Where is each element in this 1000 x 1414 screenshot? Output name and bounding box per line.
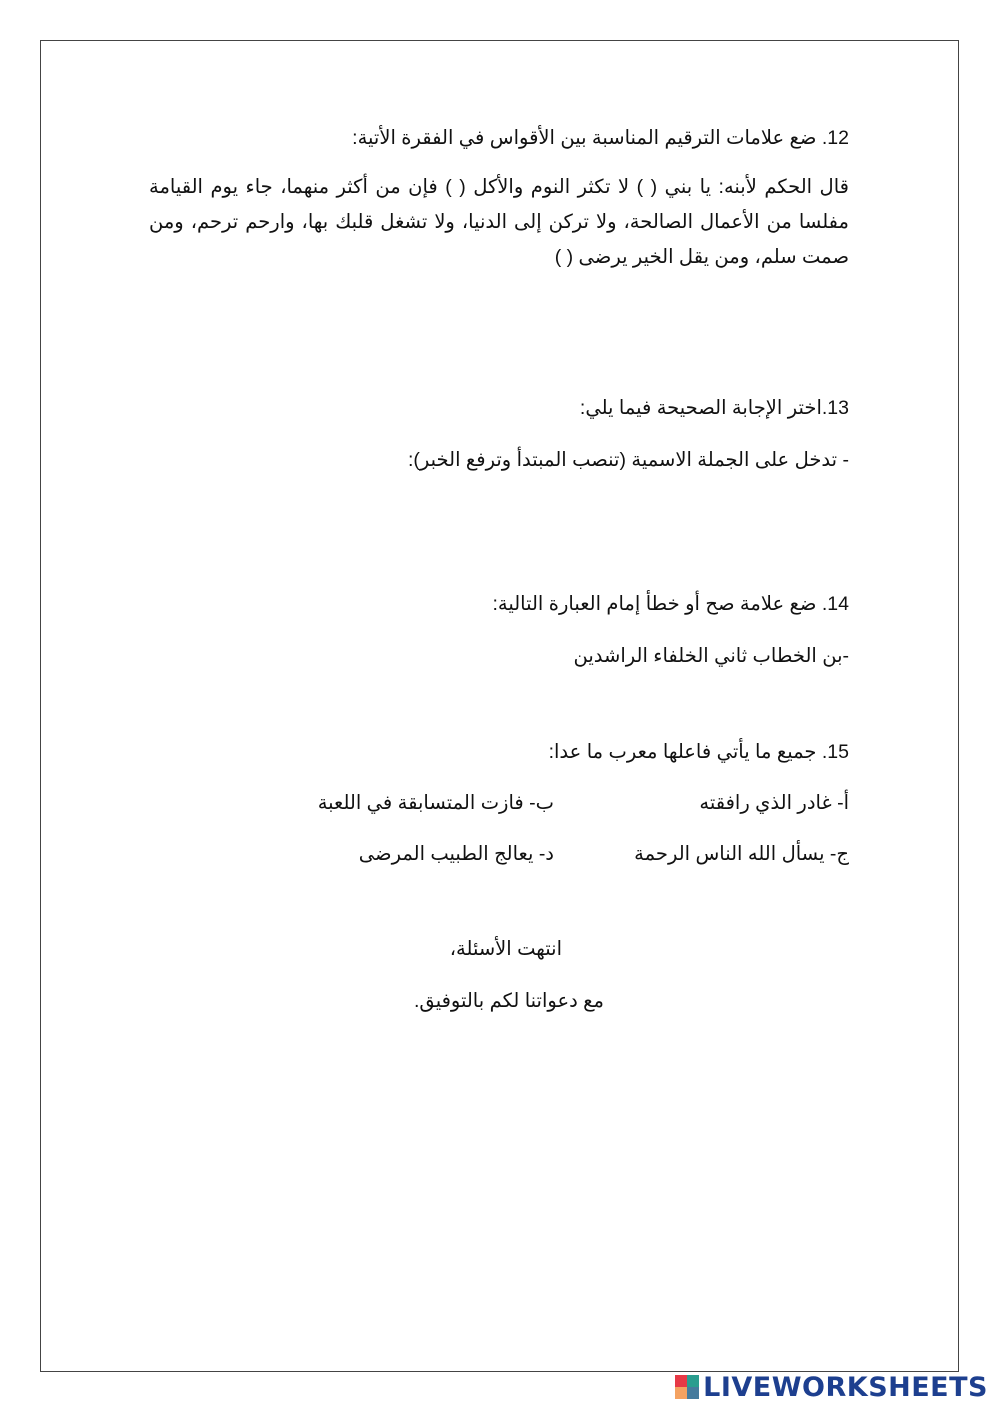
question-12-title: 12. ضع علامات الترقيم المناسبة بين الأقواس في الفقرة الأتية:: [352, 127, 849, 149]
question-15-option-d: د- يعالج الطبيب المرضى: [358, 843, 554, 865]
question-14-title: 14. ضع علامة صح أو خطأ إمام العبارة التالية:: [492, 593, 849, 615]
question-15-option-a: أ- غادر الذي رافقته: [699, 792, 849, 814]
liveworksheets-logo[interactable]: [675, 1372, 988, 1402]
question-13-item: - تدخل على الجملة الاسمية (تنصب المبتدأ وترفع الخبر):: [407, 449, 849, 471]
question-15-title: 15. جميع ما يأتي فاعلها معرب ما عدا:: [548, 741, 849, 763]
logo-badge-icon: [675, 1375, 699, 1399]
closing-line-1: انتهت الأسئلة،: [449, 938, 562, 960]
question-15-option-c: ج- يسأل الله الناس الرحمة: [634, 843, 849, 865]
question-15-option-b: ب- فازت المتسابقة في اللعبة: [317, 792, 554, 814]
question-13-title: 13.اختر الإجابة الصحيحة فيما يلي:: [579, 397, 849, 419]
closing-line-2: مع دعواتنا لكم بالتوفيق.: [414, 990, 604, 1012]
brand-name: LIVEWORKSHEETS: [703, 1371, 988, 1403]
question-12-paragraph: قال الحكم لأبنه: يا بني ( ) لا تكثر النوم والأكل ( ) فإن من أكثر منهما، جاء يوم القيامة مفلسا من الأعمال الصالحة، ولا تركن إلى الدنيا، ولا تشغل قلبك بها، وارحم ترحم، ومن صمت سلم، ومن يقل الخير يرضى ( ): [149, 176, 849, 268]
question-14-item: -بن الخطاب ثاني الخلفاء الراشدين: [573, 645, 849, 667]
